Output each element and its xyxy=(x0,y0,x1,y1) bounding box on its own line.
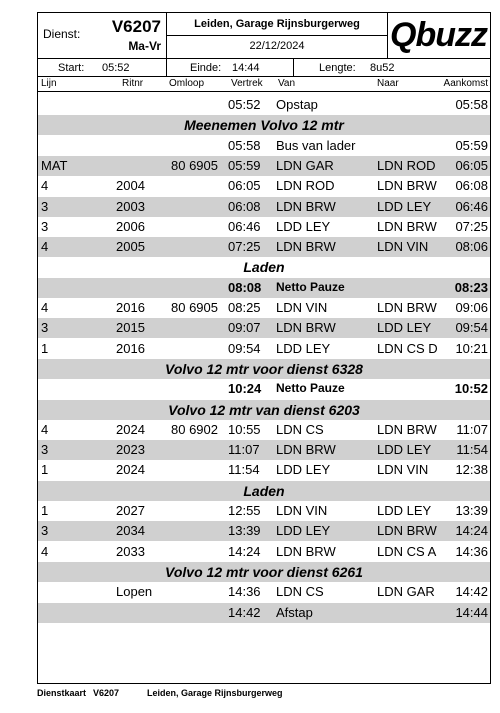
section-header: Volvo 12 mtr van dienst 6203 xyxy=(38,400,490,420)
cell-aankomst: 06:05 xyxy=(455,157,488,173)
cell-vertrek: 11:54 xyxy=(228,462,260,478)
table-row xyxy=(38,176,490,196)
cell-van: LDD LEY xyxy=(276,523,331,539)
cell-van: LDN CS xyxy=(276,421,324,437)
times-row xyxy=(38,59,490,77)
cell-van: Opstap xyxy=(276,97,318,112)
cell-aankomst: 05:59 xyxy=(455,137,488,153)
cell-naar: LDD LEY xyxy=(377,198,432,214)
cell-naar: LDN CS D xyxy=(377,340,438,356)
cell-ritnr: 2016 xyxy=(116,340,145,356)
cell-lijn: 3 xyxy=(41,218,49,234)
cell-ritnr: 2005 xyxy=(116,239,145,255)
cell-ritnr: 2033 xyxy=(116,543,145,559)
cell-naar: LDN CS A xyxy=(377,543,437,559)
table-row xyxy=(38,460,490,480)
lengte-label: Lengte: xyxy=(319,62,356,74)
cell-aankomst: 14:44 xyxy=(455,604,488,620)
cell-aankomst: 08:06 xyxy=(455,239,488,255)
cell-vertrek: 10:24 xyxy=(228,381,262,397)
col-ritnr: Ritnr xyxy=(122,78,144,89)
cell-van: LDD LEY xyxy=(276,340,331,356)
cell-lijn: 4 xyxy=(41,239,49,255)
cell-van: LDN VIN xyxy=(276,503,328,518)
table-row xyxy=(38,318,490,338)
section-header: Meenemen Volvo 12 mtr xyxy=(38,115,490,135)
cell-omloop: 80 6905 xyxy=(171,300,218,315)
cell-van: LDD LEY xyxy=(276,218,331,234)
cell-van: LDN VIN xyxy=(276,300,328,315)
section-header: Laden xyxy=(243,259,285,276)
cell-naar: LDN ROD xyxy=(377,157,436,173)
cell-ritnr: 2024 xyxy=(116,462,145,478)
table-row xyxy=(38,501,490,521)
cell-aankomst: 13:39 xyxy=(455,503,488,518)
cell-van: Netto Pauze xyxy=(276,279,345,294)
cell-omloop: 80 6905 xyxy=(171,157,218,173)
cell-lijn: 1 xyxy=(41,462,49,478)
cell-naar: LDN BRW xyxy=(377,300,437,315)
cell-van: LDN BRW xyxy=(276,442,336,458)
cell-aankomst: 14:24 xyxy=(455,523,488,539)
qbuzz-logo: Qbuzz xyxy=(390,16,487,54)
cell-naar: LDN VIN xyxy=(377,239,429,255)
dienst-label: Dienst: xyxy=(43,27,81,41)
cell-omloop: 80 6902 xyxy=(171,421,218,437)
location: Leiden, Garage Rijnsburgerweg xyxy=(194,18,360,30)
cell-vertrek: 09:54 xyxy=(228,340,261,356)
cell-ritnr: 2006 xyxy=(116,218,145,234)
table-row xyxy=(38,521,490,541)
start-value: 05:52 xyxy=(102,62,130,74)
table-row xyxy=(38,582,490,602)
section-header: Laden xyxy=(38,481,490,501)
cell-vertrek: 05:59 xyxy=(228,157,261,173)
cell-ritnr: 2003 xyxy=(116,198,145,214)
cell-van: Bus van lader xyxy=(276,137,356,153)
section-header: Volvo 12 mtr voor dienst 6328 xyxy=(38,359,490,379)
cell-vertrek: 11:07 xyxy=(228,442,260,458)
cell-naar: LDD LEY xyxy=(377,320,432,336)
col-omloop: Omloop xyxy=(169,78,205,89)
cell-van: LDD LEY xyxy=(276,462,331,478)
table-row xyxy=(38,420,490,440)
footer-location: Leiden, Garage Rijnsburgerweg xyxy=(147,688,283,698)
cell-naar: LDN BRW xyxy=(377,218,437,234)
cell-van: LDN BRW xyxy=(276,543,336,559)
section-header: Volvo 12 mtr voor dienst 6261 xyxy=(38,562,490,582)
table-row xyxy=(38,278,490,298)
table-row xyxy=(38,197,490,217)
footer-title: Dienstkaart xyxy=(37,688,87,698)
cell-aankomst: 12:38 xyxy=(455,462,488,478)
col-naar: Naar xyxy=(377,78,399,89)
table-row xyxy=(38,237,490,257)
cell-lijn: 4 xyxy=(41,421,49,437)
cell-lijn: 4 xyxy=(41,543,49,559)
cell-naar: LDD LEY xyxy=(377,503,432,518)
cell-aankomst: 06:46 xyxy=(455,198,488,214)
cell-ritnr: 2016 xyxy=(116,300,145,315)
footer-dienst: V6207 xyxy=(93,688,120,698)
cell-aankomst: 07:25 xyxy=(455,218,488,234)
cell-lijn: 4 xyxy=(41,300,49,315)
cell-van: LDN BRW xyxy=(276,320,336,336)
location-cell xyxy=(167,13,388,58)
cell-lijn: 3 xyxy=(41,523,49,539)
cell-ritnr: 2004 xyxy=(116,178,145,194)
lengte-value: 8u52 xyxy=(370,62,395,74)
cell-ritnr: Lopen xyxy=(116,584,153,600)
cell-aankomst: 14:42 xyxy=(455,584,488,600)
divider xyxy=(293,59,294,76)
table-row xyxy=(38,542,490,562)
dienst-number: V6207 xyxy=(111,17,161,36)
cell-aankomst: 11:07 xyxy=(456,421,488,437)
cell-aankomst: 05:58 xyxy=(455,97,488,112)
cell-vertrek: 06:08 xyxy=(228,198,261,214)
cell-vertrek: 05:58 xyxy=(228,137,261,153)
cell-ritnr: 2015 xyxy=(116,320,145,336)
cell-vertrek: 14:36 xyxy=(228,584,261,600)
einde-label: Einde: xyxy=(190,62,222,74)
cell-vertrek: 10:55 xyxy=(228,421,261,437)
table-row xyxy=(38,156,490,176)
cell-vertrek: 14:24 xyxy=(228,543,261,559)
dienst-days: Ma-Vr xyxy=(128,39,161,53)
cell-vertrek: 06:46 xyxy=(228,218,261,234)
cell-lijn: 1 xyxy=(41,340,49,356)
cell-ritnr: 2024 xyxy=(116,421,145,437)
cell-aankomst: 11:54 xyxy=(456,442,488,458)
cell-aankomst: 10:52 xyxy=(454,381,488,397)
dienst-cell xyxy=(38,13,167,58)
cell-ritnr: 2023 xyxy=(116,442,145,458)
column-header xyxy=(38,77,490,92)
cell-vertrek: 05:52 xyxy=(228,97,261,112)
cell-vertrek: 14:42 xyxy=(228,604,261,620)
col-lijn: Lijn xyxy=(41,78,57,89)
cell-lijn: 3 xyxy=(41,320,49,336)
cell-van: LDN GAR xyxy=(276,157,334,173)
cell-aankomst: 09:54 xyxy=(455,320,488,336)
cell-van: Afstap xyxy=(276,604,313,620)
table-row xyxy=(38,603,490,623)
cell-vertrek: 12:55 xyxy=(228,503,261,518)
table-row xyxy=(38,95,490,115)
cell-van: Netto Pauze xyxy=(276,381,345,396)
table-row xyxy=(38,217,490,237)
cell-lijn: MAT xyxy=(41,157,68,173)
cell-van: LDN BRW xyxy=(276,239,336,255)
cell-naar: LDN GAR xyxy=(377,584,435,600)
cell-aankomst: 14:36 xyxy=(455,543,488,559)
cell-van: LDN BRW xyxy=(276,198,336,214)
cell-ritnr: 2034 xyxy=(116,523,145,539)
table-row xyxy=(38,379,490,399)
col-van: Van xyxy=(278,78,296,89)
divider xyxy=(166,59,167,76)
col-vertrek: Vertrek xyxy=(231,78,263,89)
cell-naar: LDN BRW xyxy=(377,178,437,194)
date: 22/12/2024 xyxy=(249,40,305,52)
table-row xyxy=(38,339,490,359)
table-row xyxy=(38,136,490,156)
cell-vertrek: 13:39 xyxy=(228,523,261,539)
einde-value: 14:44 xyxy=(232,62,260,74)
cell-naar: LDN BRW xyxy=(377,523,437,539)
cell-aankomst: 09:06 xyxy=(455,300,488,315)
cell-vertrek: 07:25 xyxy=(228,239,261,255)
cell-naar: LDN BRW xyxy=(377,421,437,437)
dienstkaart-frame xyxy=(37,12,491,684)
cell-naar: LDN VIN xyxy=(377,462,429,478)
divider xyxy=(167,35,387,36)
table-row xyxy=(38,440,490,460)
cell-aankomst: 08:23 xyxy=(454,279,488,295)
start-label: Start: xyxy=(58,62,85,74)
cell-lijn: 3 xyxy=(41,198,49,214)
cell-aankomst: 06:08 xyxy=(455,178,488,194)
header xyxy=(38,13,490,59)
table-row xyxy=(38,298,490,318)
cell-aankomst: 10:21 xyxy=(455,340,488,356)
cell-ritnr: 2027 xyxy=(116,503,145,518)
cell-vertrek: 08:08 xyxy=(228,279,262,295)
cell-lijn: 4 xyxy=(41,178,49,194)
cell-vertrek: 08:25 xyxy=(228,300,261,315)
col-aankomst: Aankomst xyxy=(443,78,488,89)
cell-lijn: 1 xyxy=(41,503,49,518)
cell-van: LDN CS xyxy=(276,584,324,600)
cell-lijn: 3 xyxy=(41,442,49,458)
cell-van: LDN ROD xyxy=(276,178,335,194)
cell-vertrek: 09:07 xyxy=(228,320,261,336)
cell-naar: LDD LEY xyxy=(377,442,432,458)
cell-vertrek: 06:05 xyxy=(228,178,261,194)
